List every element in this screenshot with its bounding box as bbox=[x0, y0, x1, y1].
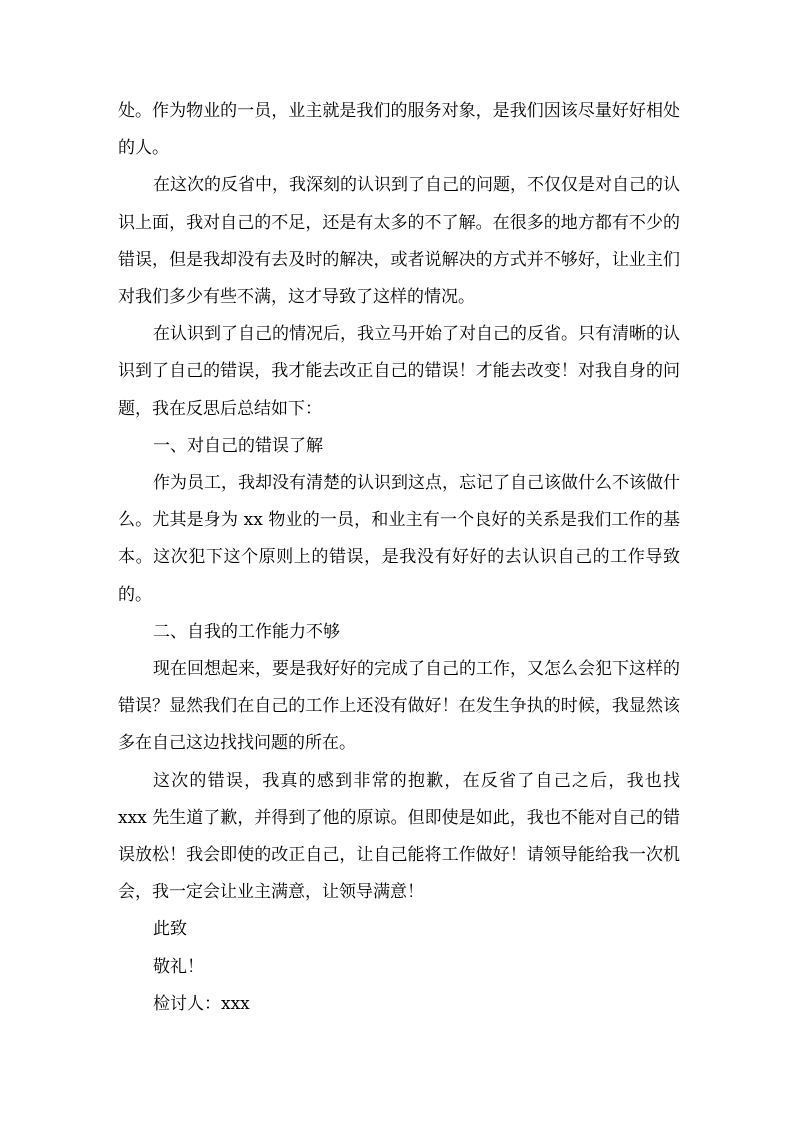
closing-salutation: 此致 bbox=[153, 919, 187, 940]
section-heading-2: 二、自我的工作能力不够 bbox=[153, 621, 340, 642]
signature-line: 检讨人：xxx bbox=[153, 993, 250, 1014]
document-body bbox=[118, 93, 680, 1023]
paragraph-reflection: 在这次的反省中，我深刻的认识到了自己的问题，不仅仅是对自己的认识上面，我对自己的不足，还是有太多的不了解。在很多的地方都有不少的错误，但是我却没有去及时的解决，或者说解决的方式并不够好，让业主们对我们多少有些不满，这才导致了这样的情况。 bbox=[118, 175, 680, 308]
paragraph-continuation: 处。作为物业的一员，业主就是我们的服务对象，是我们因该尽量好好相处的人。 bbox=[118, 101, 680, 159]
closing-regards: 敬礼！ bbox=[153, 956, 204, 977]
paragraph-apology: 这次的错误，我真的感到非常的抱歉，在反省了自己之后，我也找 xxx 先生道了歉，并得到了他的原谅。但即使是如此，我也不能对自己的错误放松！我会即使的改正自己，让自己能将工作做好！请领导能给我一次机会，我一定会让业主满意，让领导满意！ bbox=[118, 770, 680, 903]
paragraph-section-1: 作为员工，我却没有清楚的认识到这点，忘记了自己该做什么不该做什么。尤其是身为 xx 物业的一员，和业主有一个良好的关系是我们工作的基本。这次犯下这个原则上的错误，是我没有好好的去认识自己的工作导致的。 bbox=[118, 473, 680, 605]
paragraph-section-2: 现在回想起来，要是我好好的完成了自己的工作，又怎么会犯下这样的错误？显然我们在自己的工作上还没有做好！在发生争执的时候，我显然该多在自己这边找找问题的所在。 bbox=[118, 659, 680, 754]
section-heading-1: 一、对自己的错误了解 bbox=[153, 435, 323, 456]
paragraph-self-review: 在认识到了自己的情况后，我立马开始了对自己的反省。只有清晰的认识到了自己的错误，我才能去改正自己的错误！才能去改变！对我自身的问题，我在反思后总结如下： bbox=[118, 324, 680, 419]
